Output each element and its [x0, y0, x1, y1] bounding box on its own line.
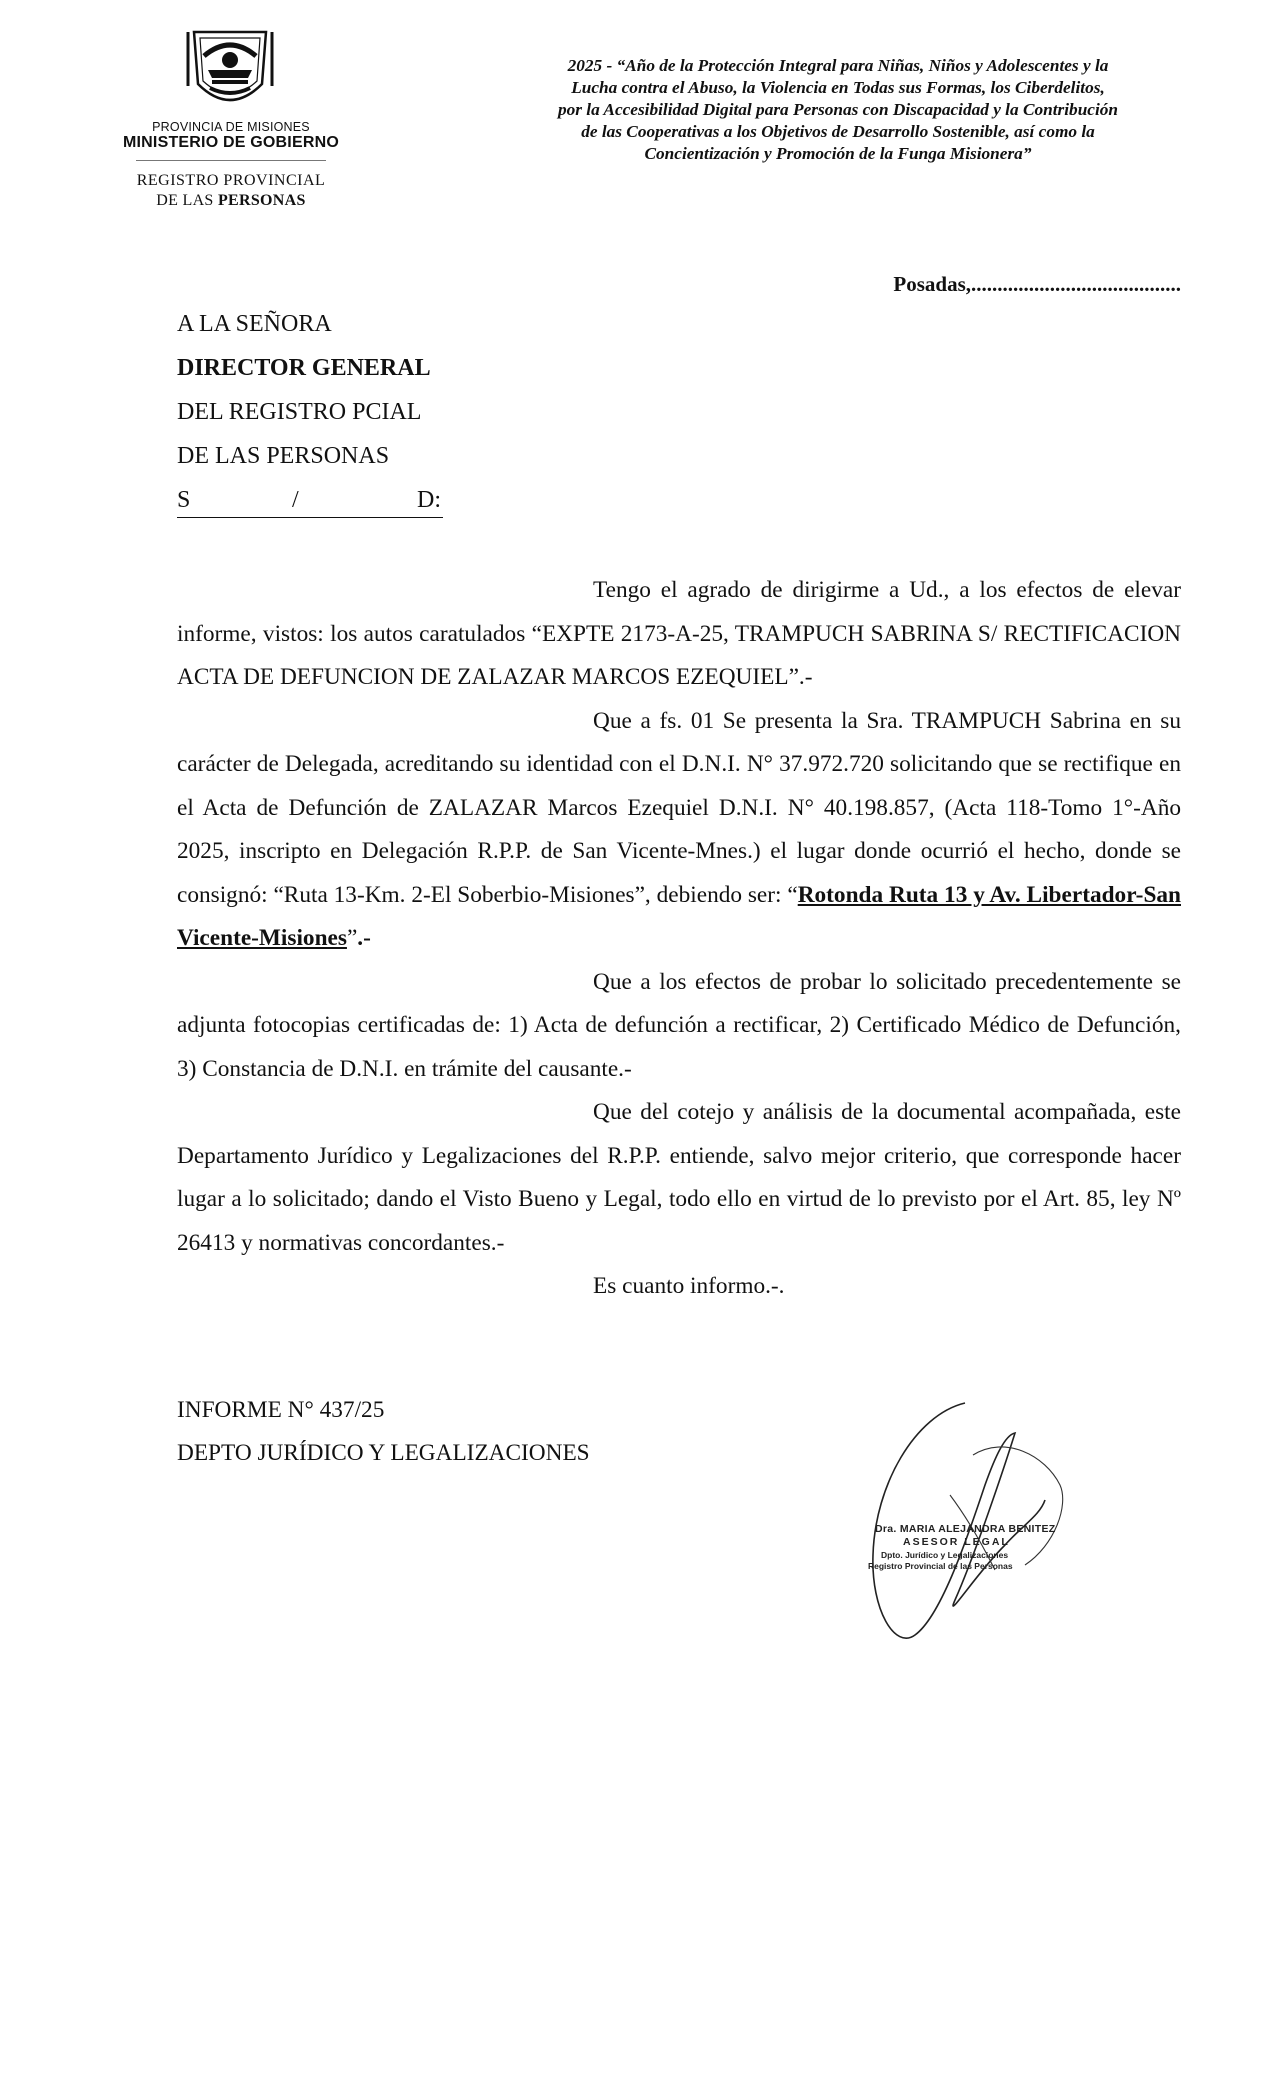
org-registry-line2 [106, 192, 356, 210]
motto-line: Lucha contra el Abuso, la Violencia en Todas sus Formas, los Ciberdelitos, [571, 78, 1105, 97]
addressee-title: DIRECTOR GENERAL [177, 355, 431, 381]
org-province: PROVINCIA DE MISIONES [152, 120, 310, 134]
motto-line: de las Cooperativas a los Objetivos de Desarrollo Sostenible, así como la [581, 122, 1095, 141]
org-ministry: MINISTERIO DE GOBIERNO [123, 134, 339, 151]
stamp-department: Dpto. Jurídico y Legalizaciones [881, 1550, 1009, 1560]
province-coat-of-arms-logo [182, 26, 278, 116]
stamp-registry: Registro Provincial de las Personas [868, 1561, 1013, 1571]
addressee-line1: A LA SEÑORA [177, 311, 332, 337]
addressee-line4: DE LAS PERSONAS [177, 443, 390, 469]
paragraph-opinion: Que del cotejo y análisis de la documental acompañada, este Departamento Jurídico y Legalizaciones del R.P.P. entiende, salvo mejor criterio, que corresponde hacer lugar a lo solicitado; dando el Visto Bueno y Legal, todo ello en virtud de lo previsto por el Art. 85, ley Nº 26413 y normativas concordantes.- [177, 1099, 1181, 1256]
paragraph-closing: Es cuanto informo.-. [593, 1273, 785, 1299]
sd-slash: / [292, 487, 299, 513]
report-body [177, 569, 1181, 1309]
paragraph-attachments: Que a los efectos de probar lo solicitado precedentemente se adjunta fotocopias certificadas de: 1) Acta de defunción a rectificar, 2) Certificado Médico de Defunción, 3) Constancia de D.N.I. en trámite del causante.- [177, 968, 1181, 1082]
sd-s: S [177, 487, 191, 513]
motto-line: Concientización y Promoción de la Funga Misionera” [644, 144, 1032, 163]
sd-d: D: [417, 487, 441, 513]
org-registry-line2-bold: PERSONAS [217, 192, 306, 209]
su-despacho [177, 487, 443, 518]
org-registry-line1: REGISTRO PROVINCIAL [136, 172, 326, 189]
addressee-line3: DEL REGISTRO PCIAL [177, 399, 422, 425]
place-date: Posadas,........................................ [893, 272, 1181, 296]
motto-line: 2025 - “Año de la Protección Integral para Niñas, Niños y Adolescentes y la [567, 56, 1109, 75]
report-number: INFORME N° 437/25 [177, 1397, 385, 1423]
motto-line: por la Accesibilidad Digital para Personas con Discapacidad y la Contribución [557, 100, 1119, 119]
department-name: DEPTO JURÍDICO Y LEGALIZACIONES [177, 1440, 590, 1466]
stamp-role: ASESOR LEGAL [903, 1536, 1010, 1548]
year-motto [488, 55, 1188, 165]
corrected-location: Rotonda Ruta 13 y Av. Libertador-San Vicente-Misiones [177, 881, 1181, 951]
paragraph-request [177, 700, 1181, 961]
stamp-name: Dra. MARIA ALEJANDRA BENITEZ [875, 1523, 1056, 1535]
paragraph-request-end: .- [357, 925, 371, 951]
org-registry-line2-prefix: DE LAS [156, 192, 218, 209]
paragraph-request-text: Que a fs. 01 Se presenta la Sra. TRAMPUCH Sabrina en su carácter de Delegada, acreditando su identidad con el D.N.I. N° 37.972.720 solicitando que se rectifique en el Acta de Defunción de ZALAZAR Marcos Ezequiel D.N.I. N° 40.198.857, (Acta 118-Tomo 1°-Año 2025, inscripto en Delegación R.P.P. de San Vicente-Mnes.) el lugar donde ocurrió el hecho, donde se consignó: “Ruta 13-Km. 2-El Soberbio-Misiones”, debiendo ser: “ [177, 707, 1181, 908]
closing-quote: ” [346, 925, 358, 951]
paragraph-intro: Tengo el agrado de dirigirme a Ud., a los efectos de elevar informe, vistos: los autos caratulados “EXPTE 2173-A-25, TRAMPUCH SABRINA S/ RECTIFICACION ACTA DE DEFUNCION DE ZALAZAR MARCOS EZEQUIEL”.- [177, 577, 1181, 690]
org-divider [136, 160, 326, 161]
